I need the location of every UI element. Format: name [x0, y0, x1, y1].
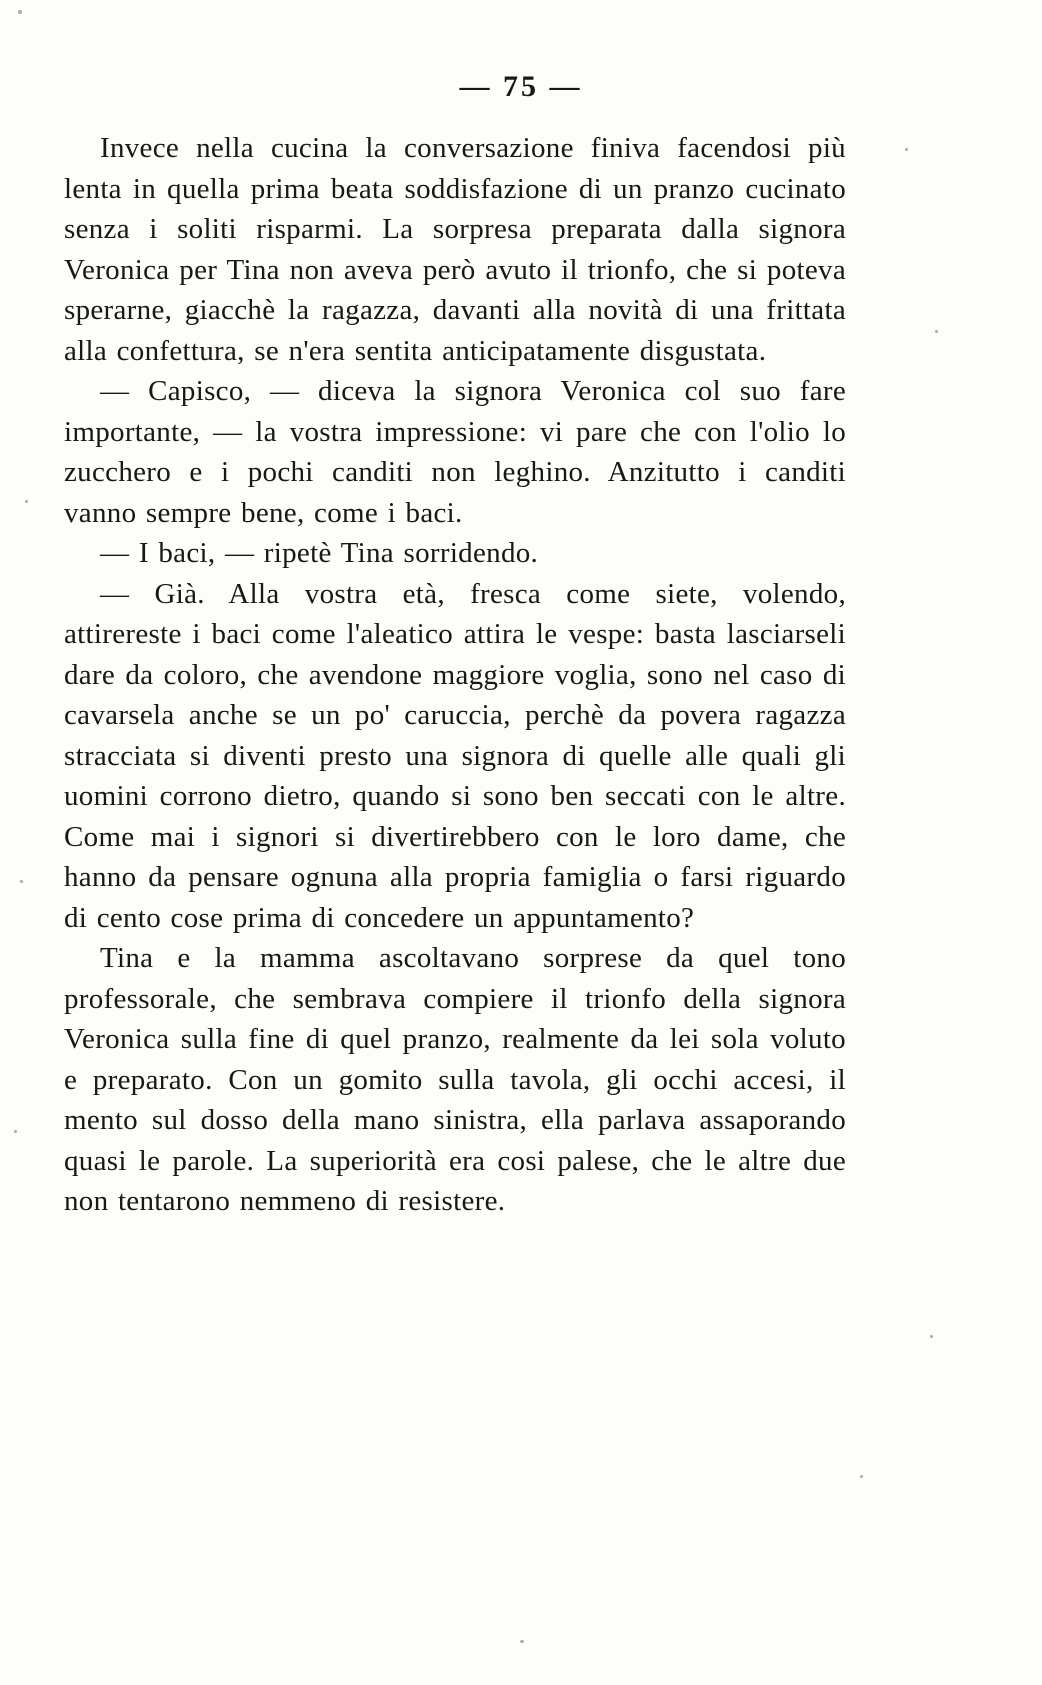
scan-speck: [14, 1130, 17, 1133]
scan-speck: [25, 500, 28, 503]
scan-speck: [860, 1475, 863, 1478]
paragraph-narrative-1: Invece nella cucina la conversazione finiva facendosi più lenta in quella prima beata soddisfazione di un pranzo cucinato senza i soliti risparmi. La sorpresa preparata dalla signora Veronica per Tina non aveva però avuto il trionfo, che si poteva sperarne, giacchè la ragazza, davanti alla novità di una frittata alla confettura, se n'era sentita anticipatamente disgustata.: [64, 132, 846, 367]
scan-speck: [930, 1335, 933, 1338]
scan-speck: [18, 10, 22, 14]
paragraph-dialogue-veronica: — Capisco, — diceva la signora Veronica col suo fare importante, — la vostra impressione: vi pare che con l'olio lo zucchero e i pochi canditi non leghino. Anzitutto i canditi vanno sempre bene, come i baci.: [64, 375, 846, 529]
scan-speck: [935, 330, 938, 333]
scan-speck: [20, 880, 23, 883]
paragraph-dialogue-veronica-2: — Già. Alla vostra età, fresca come siete, volendo, attirereste i baci come l'aleatico attira le vespe: basta lasciarseli dare da coloro, che avendone maggiore voglia, sono nel caso di cavarsela anche se un po' caruccia, perchè da povera ragazza stracciata si diventi presto una signora di quelle alle quali gli uomini corrono dietro, quando si sono ben seccati con le altre. Come mai i signori si divertirebbero con le loro dame, che hanno da pensare ognuna alla propria famiglia o farsi riguardo di cento cose prima di concedere un appuntamento?: [64, 577, 846, 934]
text-block: [64, 128, 846, 1222]
paragraph-dialogue-tina: — I baci, — ripetè Tina sorridendo.: [100, 537, 539, 569]
page-number: — 75 —: [459, 70, 583, 103]
paragraph-narrative-2: Tina e la mamma ascoltavano sorprese da quel tono professorale, che sembrava compiere il trionfo della signora Veronica sulla fine di quel pranzo, realmente da lei sola voluto e preparato. Con un gomito sulla tavola, gli occhi accesi, il mento sul dosso della mano sinistra, ella parlava assaporando quasi le parole. La superiorità era cosi palese, che le altre due non tentarono nemmeno di resistere.: [64, 942, 846, 1217]
scan-speck: [520, 1640, 524, 1643]
scan-speck: [905, 148, 908, 151]
